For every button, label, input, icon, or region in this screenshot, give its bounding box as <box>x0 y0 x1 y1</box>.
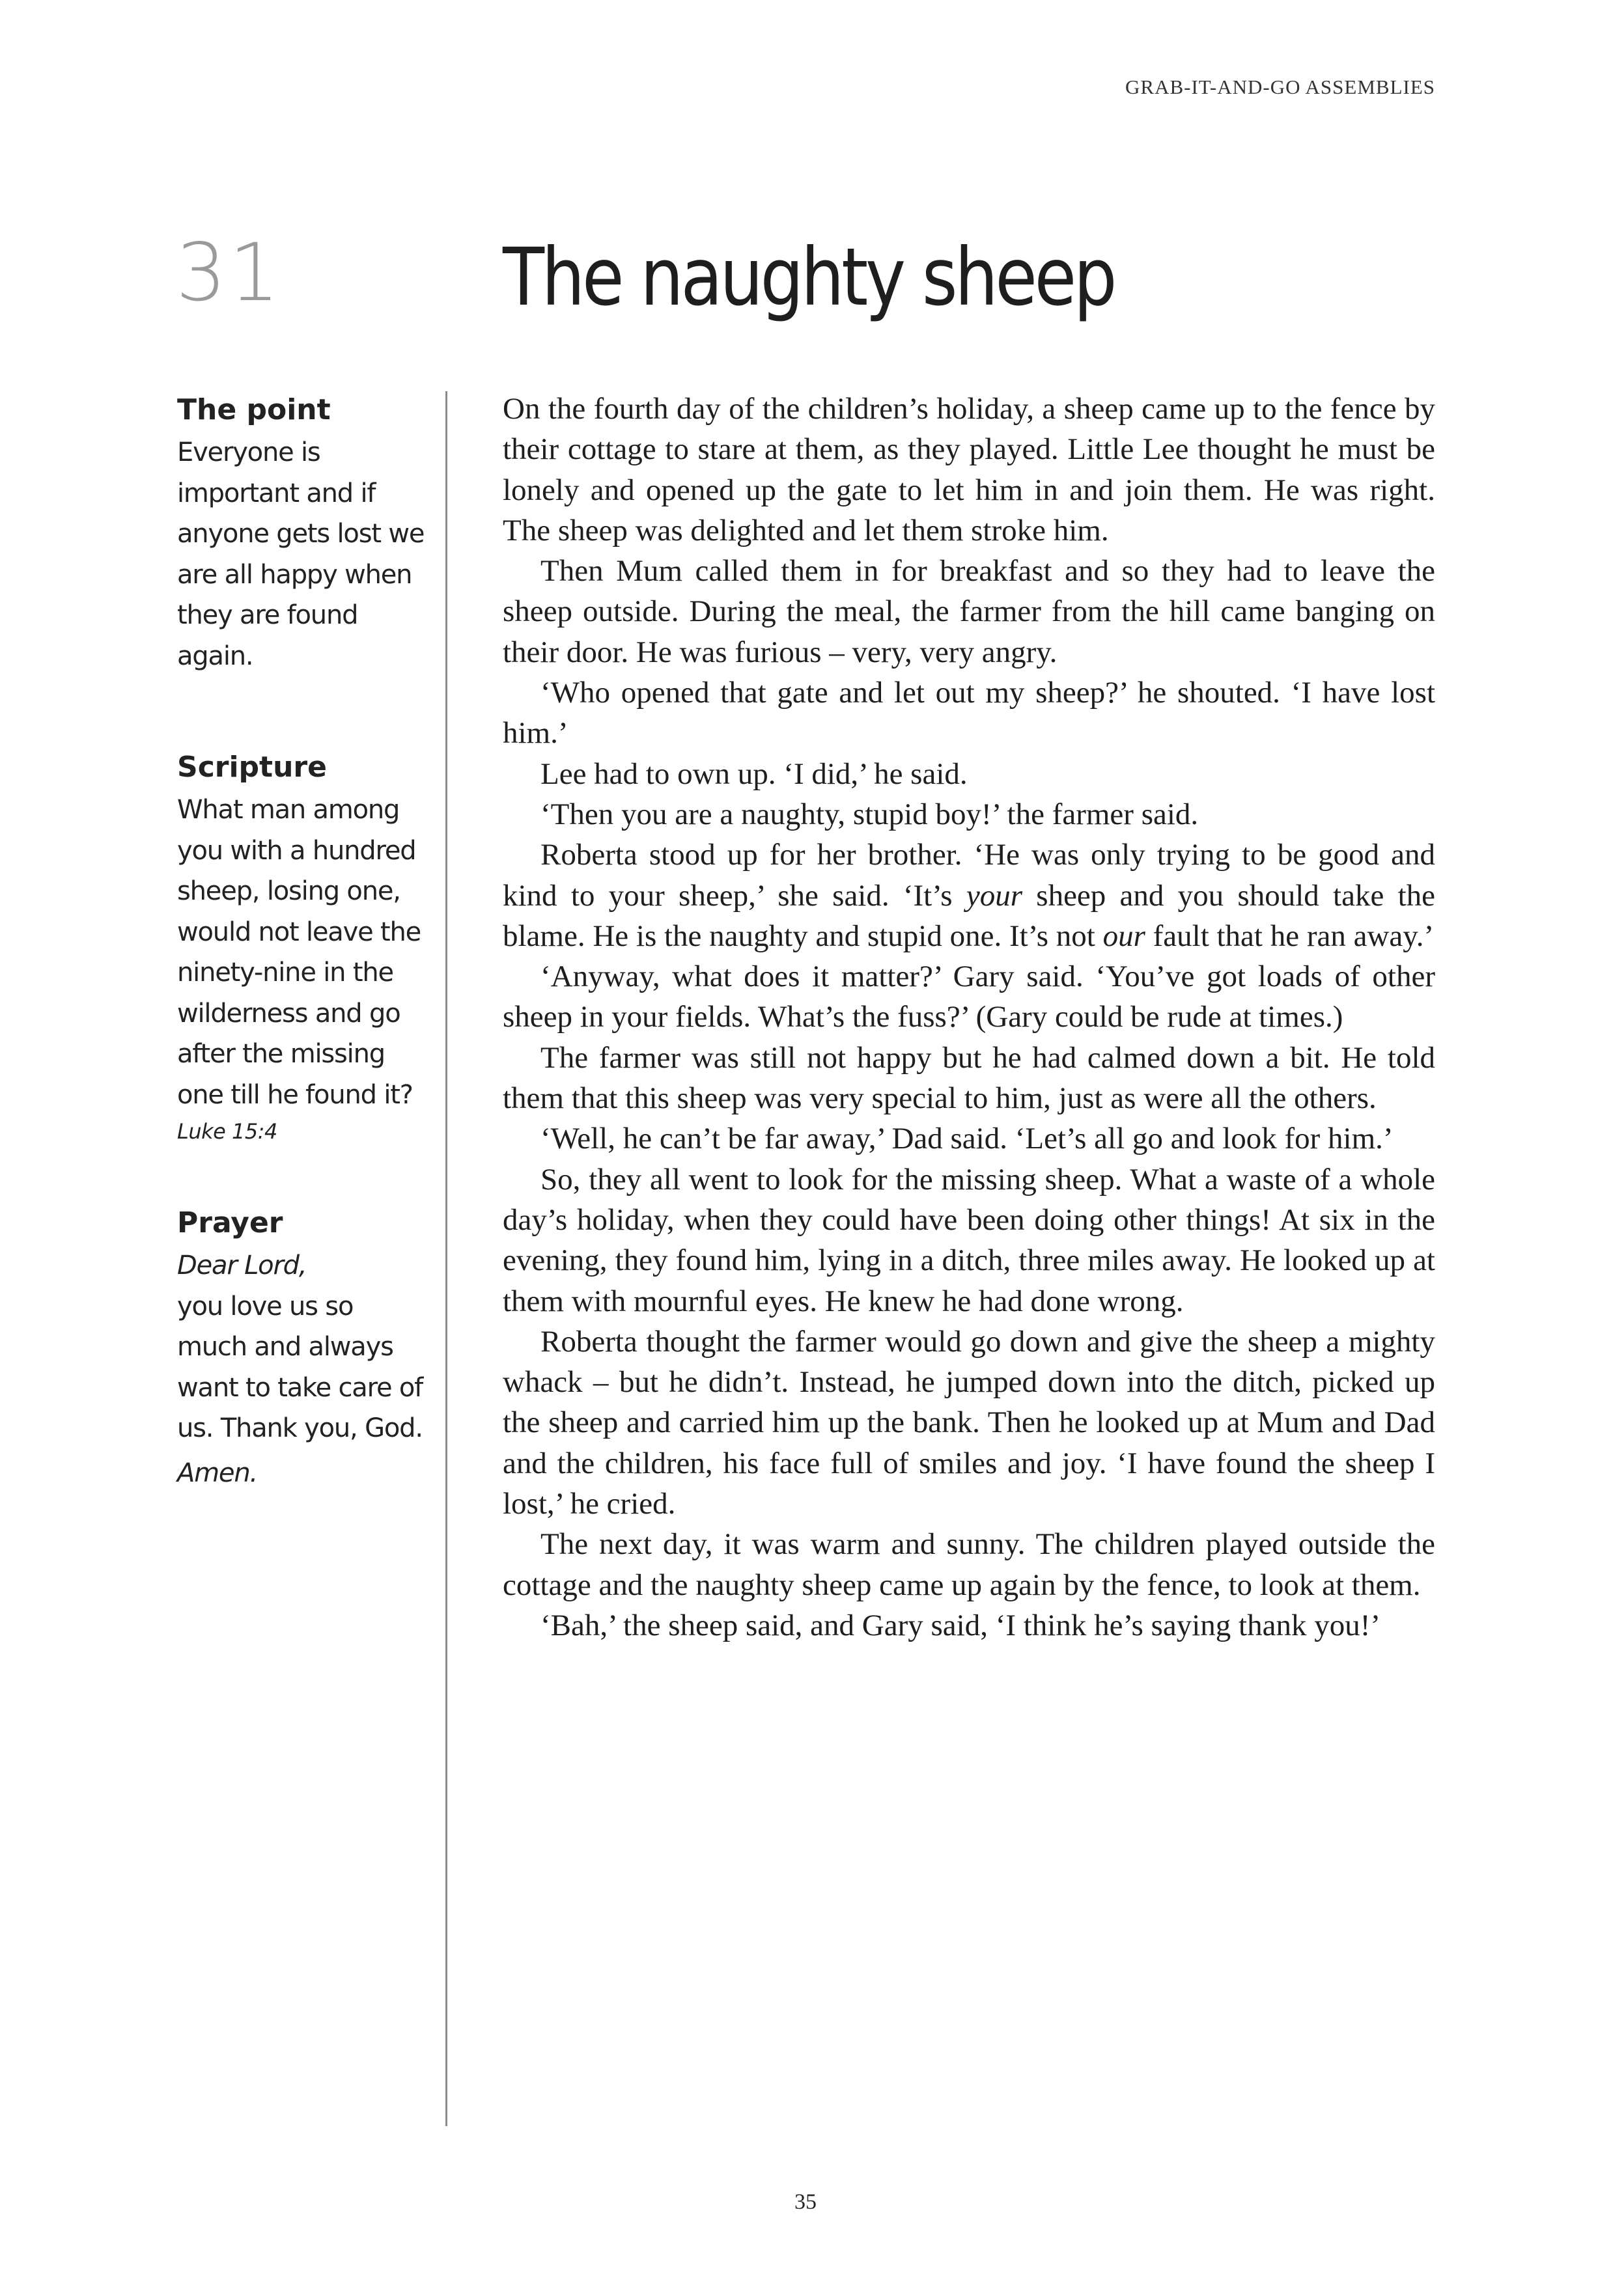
chapter-title: The naughty sheep <box>503 231 1115 324</box>
story-paragraph: The farmer was still not happy but he had calmed down a bit. He told them that this sheep was very special to him, just as were all the others. <box>503 1040 1435 1116</box>
story-text-run: fault that he ran away.’ <box>1145 919 1435 953</box>
story-paragraph: The next day, it was warm and sunny. The children played outside the cottage and the naughty sheep came up again by the fence, to look at them. <box>503 1527 1435 1602</box>
story-paragraph: Roberta thought the farmer would go down and give the sheep a mighty whack – but he didn’t. Instead, he jumped down into the ditch, picked up the sheep and carried him up the bank. Then he looked up at Mum and Dad and the children, his face full of smiles and joy. ‘I have found the sheep I lost,’ he cried. <box>503 1324 1435 1521</box>
story-paragraph: So, they all went to look for the missing sheep. What a waste of a whole day’s holiday, when they could have been doing other things! At six in the evening, they found him, lying in a ditch, three miles away. He looked up at them with mournful eyes. He knew he had done wrong. <box>503 1162 1435 1318</box>
prayer-closing: Amen. <box>177 1458 258 1488</box>
prayer-opening: Dear Lord, <box>177 1251 307 1280</box>
story-text-run: sheep and you should take the blame. He is the naughty and stupid one. It’s not <box>503 878 1436 953</box>
story-paragraph: Then Mum called them in for breakfast and so they had to leave the sheep outside. During the meal, the farmer from the hill came banging on their door. He was furious – very, very angry. <box>503 554 1435 669</box>
point-heading: The point <box>177 393 331 426</box>
prayer-section <box>177 1204 425 1493</box>
running-head: GRAB-IT-AND-GO ASSEMBLIES <box>1125 76 1435 98</box>
sidebar <box>177 391 425 1493</box>
chapter-number: 31 <box>176 227 283 319</box>
scripture-section <box>177 748 425 1148</box>
scripture-heading: Scripture <box>177 751 327 784</box>
point-section <box>177 391 425 676</box>
story-text <box>503 389 1435 1646</box>
story-paragraph: ‘Bah,’ the sheep said, and Gary said, ‘I think he’s saying thank you!’ <box>540 1608 1380 1642</box>
story-paragraph: Lee had to own up. ‘I did,’ he said. <box>540 756 968 791</box>
story-paragraph: ‘Anyway, what does it matter?’ Gary said. ‘You’ve got loads of other sheep in your fields. What’s the fuss?’ (Gary could be rude at times.) <box>503 960 1435 1034</box>
prayer-heading: Prayer <box>177 1206 283 1239</box>
story-text-run: Roberta stood up for her brother. ‘He was only trying to be good and kind to your sheep,’ she said. ‘It’s <box>503 838 1435 913</box>
column-divider <box>445 391 447 2126</box>
prayer-text: you love us so much and always want to take care of us. Thank you, God. <box>177 1291 423 1443</box>
story-paragraph: On the fourth day of the children’s holiday, a sheep came up to the fence by their cottage to stare at them, as they played. Little Lee thought he must be lonely and opened up the gate to let him in and join them. He was right. The sheep was delighted and let them stroke him. <box>503 392 1435 547</box>
story-paragraph: ‘Who opened that gate and let out my sheep?’ he shouted. ‘I have lost him.’ <box>503 676 1435 751</box>
story-paragraph: ‘Then you are a naughty, stupid boy!’ the farmer said. <box>540 797 1199 831</box>
emphasis-our: our <box>1102 919 1145 953</box>
scripture-text: What man among you with a hundred sheep, losing one, would not leave the ninety-nine in the wilderness and go after the missing one till he found it? <box>177 795 421 1110</box>
story-paragraph <box>503 835 1435 956</box>
story-paragraph: ‘Well, he can’t be far away,’ Dad said. ‘Let’s all go and look for him.’ <box>540 1122 1394 1156</box>
emphasis-your: your <box>966 878 1023 913</box>
point-text: Everyone is important and if anyone gets lost we are all happy when they are found again. <box>177 437 425 671</box>
page-number: 35 <box>794 2190 817 2214</box>
scripture-reference: Luke 15:4 <box>177 1119 277 1144</box>
